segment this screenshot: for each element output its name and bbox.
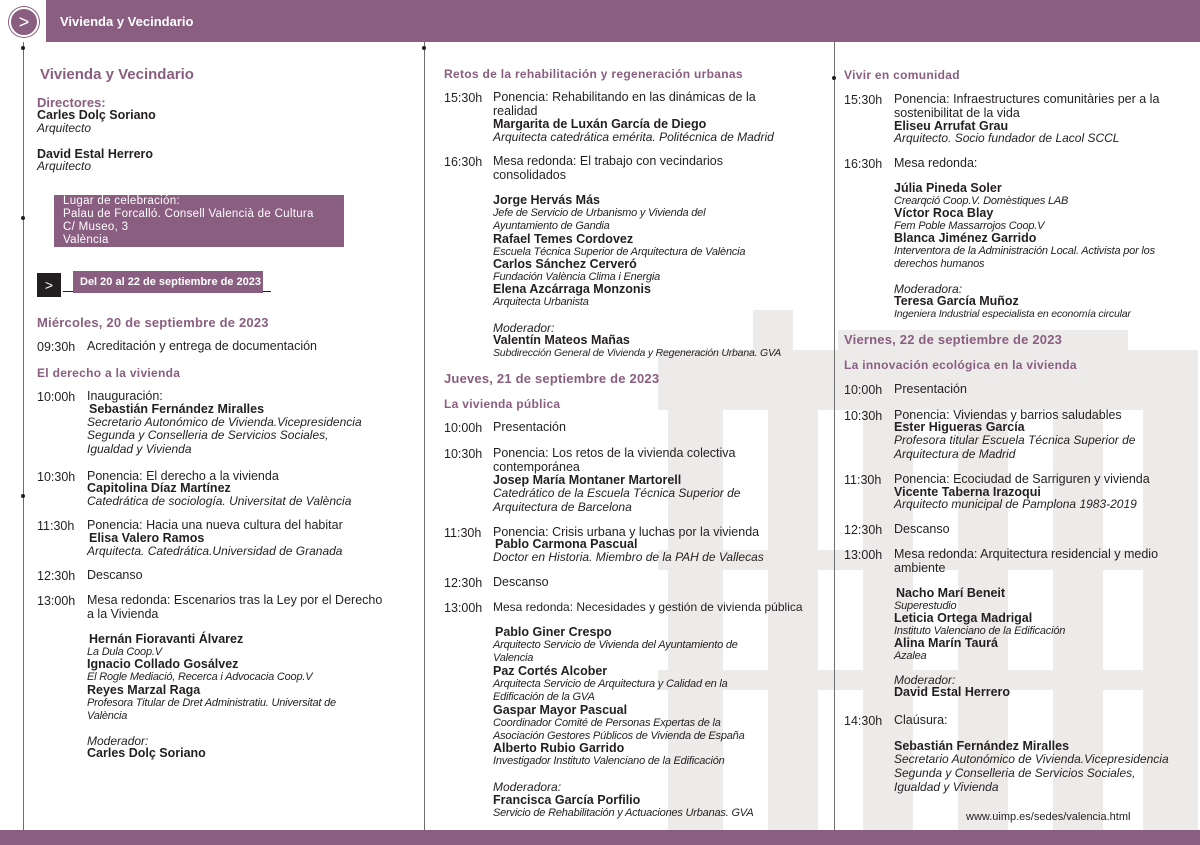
day-heading: Jueves, 21 de septiembre de 2023 bbox=[444, 371, 660, 386]
panelist-name: Gaspar Mayor Pascual bbox=[493, 703, 628, 717]
header-badge-area bbox=[0, 0, 46, 42]
speaker-name: Margarita de Luxán García de Diego bbox=[493, 117, 707, 131]
venue-street: C/ Museo, 3 bbox=[63, 221, 129, 233]
panelist-role: Interventora de la Administración Local. Activista por los bbox=[894, 245, 1155, 257]
panelist-role: Ayuntamiento de Gandia bbox=[493, 220, 610, 232]
panelist-role: Fundación València Clima i Energia bbox=[493, 271, 661, 283]
section-heading: El derecho a la vivienda bbox=[37, 366, 181, 380]
session-title: Mesa redonda: Escenarios tras la Ley por el Derecho bbox=[87, 593, 383, 607]
moderator-name: David Estal Herrero bbox=[894, 685, 1011, 699]
panelist-name: Alina Marín Taurá bbox=[894, 636, 998, 650]
session-title: Mesa redonda: bbox=[894, 156, 978, 170]
time-label: 15:30h bbox=[444, 91, 483, 105]
session-title: Mesa redonda: Arquitectura residencial y medio bbox=[894, 547, 1159, 561]
speaker-name: Sebastián Fernández Miralles bbox=[894, 739, 1070, 753]
session-title: Inauguración: bbox=[87, 389, 163, 403]
speaker-role: Arquitectura de Barcelona bbox=[493, 500, 632, 514]
moderator-label: Moderador: bbox=[87, 734, 149, 748]
panelist-role: Investigador Instituto Valenciano de la Edificación bbox=[493, 755, 725, 767]
session-title: Ponencia: Los retos de la vivienda colectiva bbox=[493, 446, 736, 460]
moderator-role: Servicio de Rehabilitación y Actuaciones Urbanas. GVA bbox=[493, 807, 754, 819]
panelist-name: Elena Azcárraga Monzonis bbox=[493, 282, 651, 296]
footer-bar bbox=[0, 830, 1200, 845]
moderator-label: Moderadora: bbox=[894, 282, 963, 296]
session-title: Ponencia: Rehabilitando en las dinámicas de la bbox=[493, 90, 756, 104]
time-label: 11:30h bbox=[37, 519, 75, 533]
column-divider-left bbox=[23, 42, 24, 830]
panelist-role: El Rogle Mediació, Recerca i Advocacia Coop.V bbox=[87, 671, 313, 683]
section-heading: La innovación ecológica en la vivienda bbox=[844, 358, 1077, 372]
chevron-right-icon: > bbox=[37, 273, 61, 297]
speaker-role: Catedrática de sociología. Universitat de València bbox=[87, 494, 352, 508]
speaker-role: Arquitecta catedrática emérita. Politécnica de Madrid bbox=[493, 130, 774, 144]
session-title: Ponencia: El derecho a la vivienda bbox=[87, 469, 279, 483]
time-label: 16:30h bbox=[844, 157, 883, 171]
session-title: Mesa redonda: El trabajo con vecindarios bbox=[493, 154, 723, 168]
session-title: Ponencia: Crisis urbana y luchas por la vivienda bbox=[493, 525, 760, 539]
director-name: David Estal Herrero bbox=[37, 147, 154, 161]
moderator-label: Moderadora: bbox=[493, 780, 562, 794]
session-title: Mesa redonda: Necesidades y gestión de vivienda pública bbox=[493, 600, 803, 614]
panelist-name: Ignacio Collado Gosálvez bbox=[87, 657, 239, 671]
speaker-name: Vicente Taberna Irazoqui bbox=[894, 485, 1041, 499]
time-label: 10:00h bbox=[37, 390, 76, 404]
panelist-name: Leticia Ortega Madrigal bbox=[894, 611, 1033, 625]
panelist-name: Alberto Rubio Garrido bbox=[493, 741, 625, 755]
divider-dot bbox=[832, 76, 836, 80]
session-title: realidad bbox=[493, 104, 538, 118]
speaker-role: Igualdad y Vivienda bbox=[894, 780, 999, 794]
divider-dot bbox=[21, 494, 25, 498]
panelist-role: Arquitecta Servicio de Arquitectura y Calidad en la bbox=[493, 678, 728, 690]
panelist-name: Carlos Sánchez Cerveró bbox=[493, 257, 637, 271]
speaker-role: Doctor en Historia. Miembro de la PAH de Vallecas bbox=[493, 550, 764, 564]
panelist-name: Blanca Jiménez Garrido bbox=[894, 231, 1037, 245]
time-label: 16:30h bbox=[444, 155, 483, 169]
panelist-role: Edificación de la GVA bbox=[493, 691, 595, 703]
venue-city: València bbox=[63, 234, 109, 246]
moderator-name: Francisca García Porfilio bbox=[493, 793, 641, 807]
speaker-name: Pablo Carmona Pascual bbox=[495, 537, 638, 551]
section-heading: Vivir en comunidad bbox=[844, 68, 960, 82]
time-label: 12:30h bbox=[444, 576, 483, 590]
speaker-role: Arquitectura de Madrid bbox=[894, 447, 1016, 461]
speaker-name: Eliseu Arrufat Grau bbox=[894, 119, 1009, 133]
time-label: 12:30h bbox=[37, 569, 76, 583]
time-label: 11:30h bbox=[844, 473, 882, 487]
director-name: Carles Dolç Soriano bbox=[37, 108, 156, 122]
session-title: Descanso bbox=[493, 575, 549, 589]
session-title: Ponencia: Hacia una nueva cultura del habitar bbox=[87, 518, 343, 532]
time-label: 14:30h bbox=[844, 714, 883, 728]
panelist-name: Paz Cortés Alcober bbox=[493, 664, 608, 678]
divider-dot bbox=[21, 216, 25, 220]
panelist-role: Arquitecta Urbanista bbox=[493, 296, 589, 308]
time-label: 10:30h bbox=[444, 447, 483, 461]
header-bar bbox=[0, 0, 1200, 42]
speaker-name: Sebastián Fernández Miralles bbox=[89, 402, 265, 416]
section-heading: Retos de la rehabilitación y regeneración urbanas bbox=[444, 67, 743, 81]
time-label: 12:30h bbox=[844, 523, 883, 537]
speaker-role: Profesora titular Escuela Técnica Superior de bbox=[894, 433, 1136, 447]
director-role: Arquitecto bbox=[37, 121, 92, 135]
speaker-name: Josep María Montaner Martorell bbox=[493, 473, 682, 487]
directors-label: Directores: bbox=[37, 95, 106, 110]
panelist-role: Instituto Valenciano de la Edificación bbox=[894, 625, 1066, 637]
moderator-role: Ingeniera Industrial especialista en economía circular bbox=[894, 308, 1131, 320]
panelist-name: Nacho Marí Beneit bbox=[896, 586, 1006, 600]
session-title: Acreditación y entrega de documentación bbox=[87, 339, 318, 353]
moderator-name: Carles Dolç Soriano bbox=[87, 746, 206, 760]
column-divider-middle bbox=[424, 42, 425, 830]
time-label: 10:30h bbox=[37, 470, 76, 484]
session-title: Ponencia: Ecociudad de Sarriguren y vivienda bbox=[894, 472, 1150, 486]
speaker-role: Secretario Autonómico de Vivienda.Vicepresidencia bbox=[894, 752, 1169, 766]
day-heading: Miércoles, 20 de septiembre de 2023 bbox=[37, 315, 269, 330]
venue-label: Lugar de celebración: bbox=[63, 195, 180, 207]
speaker-name: Elisa Valero Ramos bbox=[89, 531, 205, 545]
time-label: 11:30h bbox=[444, 526, 482, 540]
time-label: 13:00h bbox=[844, 548, 883, 562]
time-label: 09:30h bbox=[37, 340, 76, 354]
panelist-role: Asociación Gestores Públicos de Vivienda de España bbox=[493, 730, 745, 742]
session-title: ambiente bbox=[894, 561, 946, 575]
date-range-badge: Del 20 al 22 de septiembre de 2023 bbox=[73, 271, 263, 293]
panelist-name: Víctor Roca Blay bbox=[894, 206, 994, 220]
time-label: 15:30h bbox=[844, 93, 883, 107]
time-label: 10:00h bbox=[844, 383, 883, 397]
session-title: Descanso bbox=[894, 522, 950, 536]
website-link[interactable]: www.uimp.es/sedes/valencia.html bbox=[966, 811, 1131, 823]
panelist-role: Arquitecto Servicio de Vivienda del Ayuntamiento de bbox=[493, 639, 738, 651]
session-title: contemporánea bbox=[493, 460, 580, 474]
panelist-role: derechos humanos bbox=[894, 258, 985, 270]
speaker-name: Capitolina Díaz Martínez bbox=[87, 481, 231, 495]
session-title: Claúsura: bbox=[894, 713, 948, 727]
moderator-role: Subdirección General de Vivienda y Regeneración Urbana. GVA bbox=[493, 347, 782, 359]
venue-name: Palau de Forcalló. Consell Valencià de Cultura bbox=[63, 208, 314, 220]
panelist-name: Pablo Giner Crespo bbox=[495, 625, 612, 639]
speaker-role: Arquitecto. Socio fundador de Lacol SCCL bbox=[894, 131, 1120, 145]
panelist-name: Reyes Marzal Raga bbox=[87, 683, 201, 697]
panelist-role: Valencia bbox=[493, 652, 534, 664]
panelist-role: Superestudio bbox=[894, 600, 957, 612]
divider-dot bbox=[422, 46, 426, 50]
panelist-role: Crearqció Coop.V. Domèstiques LAB bbox=[894, 195, 1069, 207]
panelist-role: Escuela Técnica Superior de Arquitectura de València bbox=[493, 246, 746, 258]
director-role: Arquitecto bbox=[37, 159, 92, 173]
time-label: 13:00h bbox=[444, 601, 483, 615]
time-label: 10:30h bbox=[844, 409, 883, 423]
panelist-role: Coordinador Comité de Personas Expertas de la bbox=[493, 717, 721, 729]
panelist-name: Júlia Pineda Soler bbox=[894, 181, 1002, 195]
speaker-role: Secretario Autonómico de Vivienda.Vicepresidencia bbox=[87, 415, 362, 429]
panelist-name: Hernán Fioravanti Álvarez bbox=[89, 632, 244, 646]
header-title: Vivienda y Vecindario bbox=[60, 14, 194, 29]
session-title: sostenibilitat de la vida bbox=[894, 106, 1020, 120]
moderator-name: Teresa García Muñoz bbox=[894, 294, 1019, 308]
divider-dot bbox=[21, 46, 25, 50]
session-title: a la Vivienda bbox=[87, 607, 159, 621]
speaker-role: Igualdad y Vivienda bbox=[87, 442, 192, 456]
column-title: Vivienda y Vecindario bbox=[40, 66, 194, 83]
panelist-role: Profesora Titular de Dret Administratiu. Universitat de bbox=[87, 697, 336, 709]
panelist-role: València bbox=[87, 710, 128, 722]
speaker-role: Arquitecta. Catedrática.Universidad de Granada bbox=[87, 544, 343, 558]
session-title: Ponencia: Infraestructures comunitàries per a la bbox=[894, 92, 1160, 106]
section-heading: La vivienda pública bbox=[444, 397, 561, 411]
time-label: 10:00h bbox=[444, 421, 483, 435]
speaker-role: Arquitecto municipal de Pamplona 1983-2019 bbox=[894, 497, 1137, 511]
moderator-name: Valentín Mateos Mañas bbox=[493, 333, 630, 347]
session-title: consolidados bbox=[493, 168, 566, 182]
speaker-role: Catedrático de la Escuela Técnica Superior de bbox=[493, 486, 741, 500]
moderator-label: Moderador: bbox=[493, 321, 555, 335]
panelist-role: Fem Poble Massarrojos Coop.V bbox=[894, 220, 1045, 232]
session-title: Ponencia: Viviendas y barrios saludables bbox=[894, 408, 1122, 422]
panelist-name: Jorge Hervás Más bbox=[493, 193, 601, 207]
column-divider-right bbox=[834, 42, 835, 830]
time-label: 13:00h bbox=[37, 594, 76, 608]
panelist-role: La Dula Coop.V bbox=[87, 646, 162, 658]
session-title: Presentación bbox=[894, 382, 967, 396]
speaker-name: Ester Higueras García bbox=[894, 420, 1025, 434]
panelist-role: Jefe de Servicio de Urbanismo y Vivienda del bbox=[493, 207, 706, 219]
session-title: Presentación bbox=[493, 420, 566, 434]
session-title: Descanso bbox=[87, 568, 143, 582]
venue-box bbox=[54, 195, 344, 247]
panelist-role: Azalea bbox=[894, 650, 927, 662]
chevron-right-icon: > bbox=[9, 7, 39, 37]
panelist-name: Rafael Temes Cordovez bbox=[493, 232, 634, 246]
speaker-role: Segunda y Conselleria de Servicios Sociales, bbox=[87, 428, 329, 442]
speaker-role: Segunda y Conselleria de Servicios Sociales, bbox=[894, 766, 1136, 780]
moderator-label: Moderador: bbox=[894, 673, 956, 687]
day-heading: Viernes, 22 de septiembre de 2023 bbox=[844, 332, 1063, 347]
